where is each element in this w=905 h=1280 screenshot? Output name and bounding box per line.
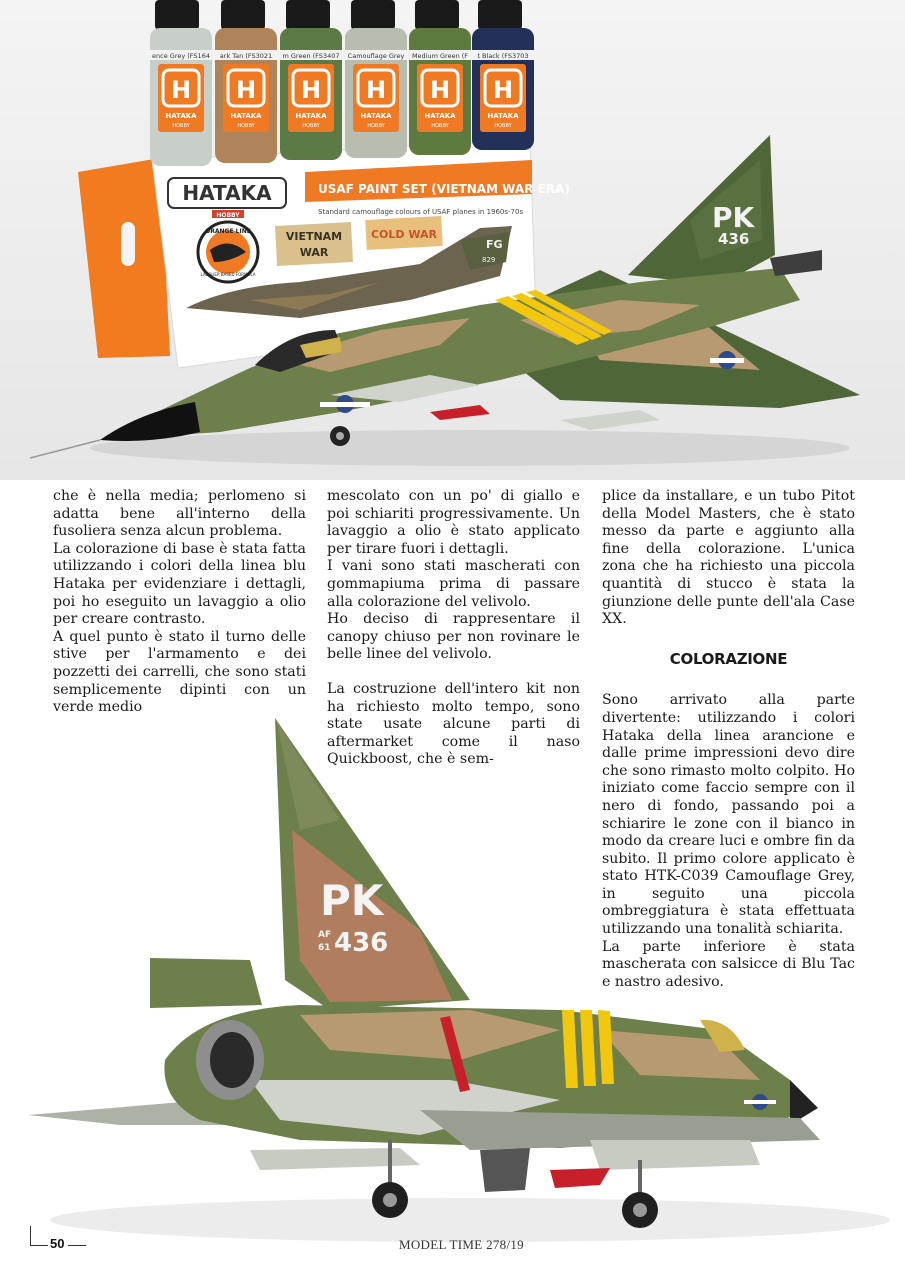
box-brand-sub: HOBBY (216, 212, 240, 219)
box-jet-num: 829 (482, 256, 496, 264)
bottle-label: Camouflage Grey (347, 52, 405, 60)
paragraph: A quel punto è stato il turno delle stive per l'armamento e dei pozzetti dei carrelli, che sono stati semplicemente dipinti con un verde medio (53, 628, 306, 716)
bottom-tail-prefix-bottom: 61 (318, 943, 331, 953)
bottle-3 (280, 0, 342, 160)
top-tail-number: 436 (718, 230, 750, 248)
paragraph: Ho deciso di rappresentare il canopy chiuso per non rovinare le belle linee del velivolo. (327, 611, 580, 663)
paragraph: La parte inferiore è stata mascherata con salsicce di Blu Tac e nastro adesivo. (602, 938, 855, 990)
paragraph: I vani sono stati mascherati con gommapiuma prima di passare alla colorazione del velivolo. (327, 558, 580, 610)
bottle-5 (409, 0, 471, 155)
bottle-letter: H (365, 76, 387, 104)
page-number: 50 (50, 1236, 65, 1251)
cold-war-tag (365, 216, 442, 250)
bottle-6 (472, 0, 534, 150)
bottle-sub: HOBBY (172, 123, 190, 129)
orange-line-badge (198, 222, 258, 282)
bottle-2 (215, 0, 277, 163)
box-subtitle: Standard camouflage colours of USAF planes in 1960s-70s (318, 208, 524, 216)
article-column-1 (53, 488, 306, 717)
bottle-sub: HOBBY (367, 123, 385, 129)
tag1-line1: VIETNAM (285, 230, 343, 243)
bottle-brand: HATAKA (487, 112, 519, 120)
bottle-sub: HOBBY (494, 123, 512, 129)
box-brand: HATAKA (182, 181, 272, 205)
bottle-label: m Green (FS3407 (282, 52, 340, 60)
bottle-letter: H (429, 76, 451, 104)
bottom-tail-number: 436 (334, 928, 389, 958)
bottom-photo-svg (0, 700, 905, 1260)
paragraph: mescolato con un po' di giallo e poi schiariti progressivamente. Un lavaggio a olio è stato applicato per tirare fuori i dettagli. (327, 488, 580, 557)
bottle-brand: HATAKA (295, 112, 327, 120)
footer-rule-vertical (30, 1226, 31, 1246)
bottle-letter: H (492, 76, 514, 104)
bottle-brand: HATAKA (424, 112, 456, 120)
bottle-sub: HOBBY (431, 123, 449, 129)
box-jet-code: FG (486, 238, 503, 251)
bottle-label: t Black (FS3703 (477, 52, 529, 60)
magazine-issue: MODEL TIME 278/19 (399, 1237, 524, 1252)
bottle-sub: HOBBY (237, 123, 255, 129)
badge-line2: LACQUER BASED FORMULA (200, 272, 256, 277)
paint-bottles (150, 0, 534, 166)
paragraph: che è nella media; perlomeno si adatta bene all'interno della fusoliera senza alcun problema. (53, 488, 306, 540)
footer-rule-left (30, 1245, 48, 1246)
paragraph: Sono arrivato alla parte divertente: utilizzando i colori Hataka della linea arancione e dalle prime impressioni devo dire che sono rimasto molto colpito. Ho iniziato come faccio sempre con il nero di fondo, passando poi a schiarire le zone con il bianco in modo da creare luci e ombre fin da subito. Il primo colore applicato è stato HTK-C039 Camouflage Grey, in seguito una piccola ombreggiatura è stata effettuata utilizzando una tonalità schiarita. (602, 692, 855, 938)
bottle-brand: HATAKA (230, 112, 262, 120)
tag1-line2: WAR (299, 246, 329, 259)
f102-model-bottom (28, 718, 890, 1242)
bottle-4 (345, 0, 407, 158)
bottle-brand: HATAKA (360, 112, 392, 120)
badge-line1: ORANGE LINE (205, 228, 251, 235)
footer-rule-right (68, 1245, 86, 1246)
paragraph: plice da installare, e un tubo Pitot della Model Masters, che è stato messo da parte e aggiunto alla fine della colorazione. L'unica zona che ha richiesto una piccola quantità di stucco è stata la giunzione delle punte dell'ala Case XX. (602, 488, 855, 628)
bottom-tail-prefix-top: AF (318, 930, 332, 940)
bottom-photo (0, 700, 905, 1260)
top-tail-code: PK (712, 201, 755, 234)
section-heading: COLORAZIONE (669, 649, 788, 668)
top-photo-svg (0, 0, 905, 480)
tag2: COLD WAR (370, 228, 438, 241)
bottle-letter: H (235, 76, 257, 104)
bottle-letter: H (170, 76, 192, 104)
bottle-1 (150, 0, 212, 166)
paragraph: La colorazione di base è stata fatta utilizzando i colori della linea blu Hataka per evidenziare i dettagli, poi ho eseguito un lavaggio a olio per creare contrasto. (53, 540, 306, 628)
top-photo (0, 0, 905, 480)
bottle-letter: H (300, 76, 322, 104)
bottle-sub: HOBBY (302, 123, 320, 129)
bottle-label: ence Grey (FS164 (152, 52, 210, 60)
paragraph: La costruzione dell'intero kit non ha richiesto molto tempo, sono state usate alcune parti di aftermarket come il naso Quickboost, che è sem- (327, 680, 580, 768)
box-title: USAF PAINT SET (VIETNAM WAR ERA) (318, 182, 570, 196)
bottle-label: ark Tan (FS3021 (219, 52, 273, 60)
bottom-tail-code: PK (320, 876, 384, 925)
bottle-brand: HATAKA (165, 112, 197, 120)
vietnam-war-tag (275, 222, 353, 266)
bottle-label: Medium Green (F (411, 52, 469, 60)
